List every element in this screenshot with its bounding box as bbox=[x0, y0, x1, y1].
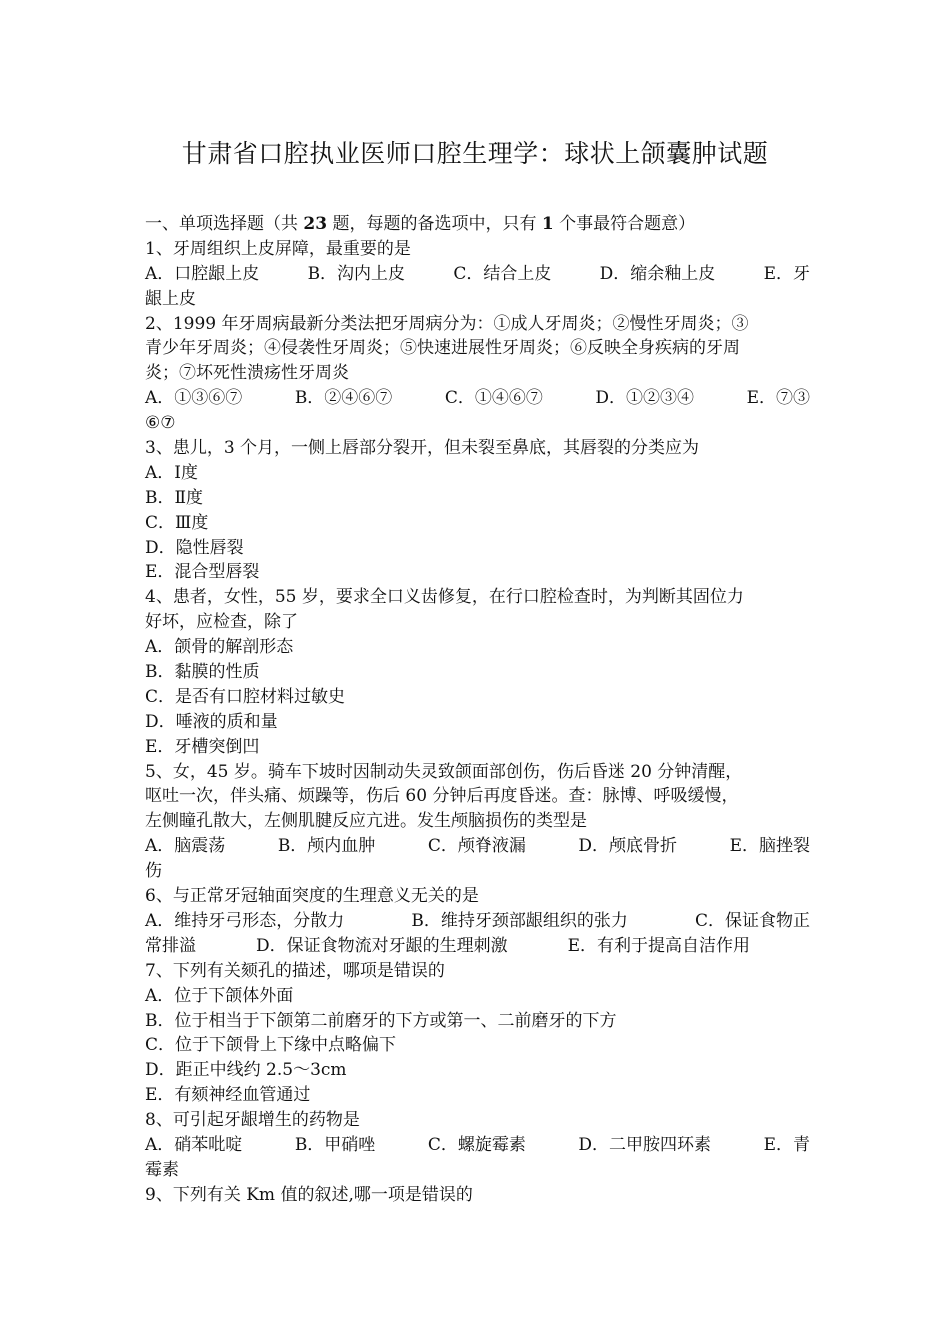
option-item: B．甲硝唑 bbox=[294, 1134, 376, 1155]
option-item: A．①③⑥⑦ bbox=[145, 388, 243, 409]
text-line: A．颌骨的解剖形态 bbox=[145, 637, 294, 658]
option-item: C．结合上皮 bbox=[453, 263, 552, 284]
text-line: 青少年牙周炎；④侵袭性牙周炎；⑤快速进展性牙周炎；⑥反映全身疾病的牙周 bbox=[145, 338, 740, 359]
text-line: 龈上皮 bbox=[145, 288, 196, 309]
option-item: C．①④⑥⑦ bbox=[444, 388, 543, 409]
section-heading bbox=[145, 212, 810, 237]
option-item: B．②④⑥⑦ bbox=[294, 388, 393, 409]
text-line: 2、1999 年牙周病最新分类法把牙周病分为：①成人牙周炎；②慢性牙周炎；③ bbox=[145, 313, 749, 334]
option-item: D．①②③④ bbox=[595, 388, 695, 409]
option-item: E．青 bbox=[763, 1134, 810, 1155]
text-line: 呕吐一次，伴头痛、烦躁等，伤后 60 分钟后再度昏迷。查：脉博、呼吸缓慢， bbox=[145, 786, 739, 807]
text-line: 1、牙周组织上皮屏障，最重要的是 bbox=[145, 238, 411, 259]
option-item: E．⑦③ bbox=[746, 388, 810, 409]
text-line: C．位于下颌骨上下缘中点略偏下 bbox=[145, 1035, 397, 1056]
option-item: D．二甲胺四环素 bbox=[578, 1134, 712, 1155]
option-item: B．沟内上皮 bbox=[307, 263, 406, 284]
text-line: 好坏，应检查，除了 bbox=[145, 612, 298, 633]
text-line: E．牙槽突倒凹 bbox=[145, 736, 260, 757]
option-item: A．口腔龈上皮 bbox=[145, 263, 260, 284]
option-item: B．维持牙颈部龈组织的张力 bbox=[411, 910, 628, 931]
text-line: 7、下列有关颏孔的描述，哪项是错误的 bbox=[145, 960, 445, 981]
section-heading-text: 题，每题的备选项中，只有 bbox=[327, 214, 542, 234]
section-heading-text: 个事最符合题意） bbox=[553, 214, 696, 234]
text-line: B．位于相当于下颌第二前磨牙的下方或第一、二前磨牙的下方 bbox=[145, 1010, 617, 1031]
option-item: E．有利于提高自洁作用 bbox=[567, 935, 750, 956]
page-title: 甘肃省口腔执业医师口腔生理学：球状上颌囊肿试题 bbox=[181, 139, 769, 168]
text-line: 炎；⑦坏死性溃疡性牙周炎 bbox=[145, 363, 349, 384]
text-line bbox=[145, 909, 810, 934]
text-line: 9、下列有关 Km 值的叙述,哪一项是错误的 bbox=[145, 1184, 473, 1205]
option-item: A．维持牙弓形态，分散力 bbox=[145, 910, 345, 931]
option-item: D．保证食物流对牙龈的生理刺激 bbox=[255, 935, 508, 956]
option-item: E．脑挫裂 bbox=[729, 836, 810, 857]
text-line: 霉素 bbox=[145, 1159, 179, 1180]
option-item: A．脑震荡 bbox=[145, 836, 226, 857]
text-line: B．Ⅱ度 bbox=[145, 487, 204, 508]
section-heading-text: 一、单项选择题（共 bbox=[145, 214, 304, 234]
text-line: D．隐性唇裂 bbox=[145, 537, 244, 558]
question-lines bbox=[145, 237, 810, 1208]
option-item: D．缩余釉上皮 bbox=[599, 263, 716, 284]
option-item: C．螺旋霉素 bbox=[427, 1134, 526, 1155]
option-item: B．颅内血肿 bbox=[277, 836, 376, 857]
text-line bbox=[145, 934, 810, 959]
option-item: C．保证食物正 bbox=[694, 910, 810, 931]
text-line: 8、可引起牙龈增生的药物是 bbox=[145, 1110, 360, 1131]
option-item: C．颅脊液漏 bbox=[427, 836, 526, 857]
text-line: A．Ⅰ度 bbox=[145, 462, 198, 483]
answer-count: 1 bbox=[541, 214, 554, 234]
text-line: 左侧瞳孔散大，左侧肌腱反应亢进。发生颅脑损伤的类型是 bbox=[145, 811, 587, 832]
text-line bbox=[145, 1133, 810, 1158]
text-line: C．是否有口腔材料过敏史 bbox=[145, 686, 346, 707]
text-line: ⑥⑦ bbox=[145, 413, 176, 434]
text-line: A．位于下颌体外面 bbox=[145, 985, 294, 1006]
option-item: 常排溢 bbox=[145, 935, 196, 956]
text-line: 伤 bbox=[145, 861, 162, 882]
text-line bbox=[145, 262, 810, 287]
text-line: D．唾液的质和量 bbox=[145, 711, 278, 732]
text-line: E．混合型唇裂 bbox=[145, 562, 260, 583]
text-line: C．Ⅲ度 bbox=[145, 512, 209, 533]
text-line: D．距正中线约 2.5～3cm bbox=[145, 1060, 347, 1081]
text-line: B．黏膜的性质 bbox=[145, 662, 260, 683]
option-item: A．硝苯吡啶 bbox=[145, 1134, 243, 1155]
text-line bbox=[145, 386, 810, 411]
option-item: D．颅底骨折 bbox=[578, 836, 678, 857]
text-line: E．有颏神经血管通过 bbox=[145, 1085, 311, 1106]
option-item: E．牙 bbox=[763, 263, 810, 284]
question-count: 23 bbox=[303, 214, 328, 234]
text-line: 4、患者，女性，55 岁，要求全口义齿修复，在行口腔检查时，为判断其固位力 bbox=[145, 587, 744, 608]
text-line: 5、女，45 岁。骑车下坡时因制动失灵致颌面部创伤，伤后昏迷 20 分钟清醒， bbox=[145, 761, 743, 782]
text-line: 6、与正常牙冠轴面突度的生理意义无关的是 bbox=[145, 886, 479, 907]
question-body bbox=[145, 212, 810, 1208]
text-line bbox=[145, 834, 810, 859]
text-line: 3、患儿，3 个月，一侧上唇部分裂开，但未裂至鼻底，其唇裂的分类应为 bbox=[145, 438, 700, 459]
